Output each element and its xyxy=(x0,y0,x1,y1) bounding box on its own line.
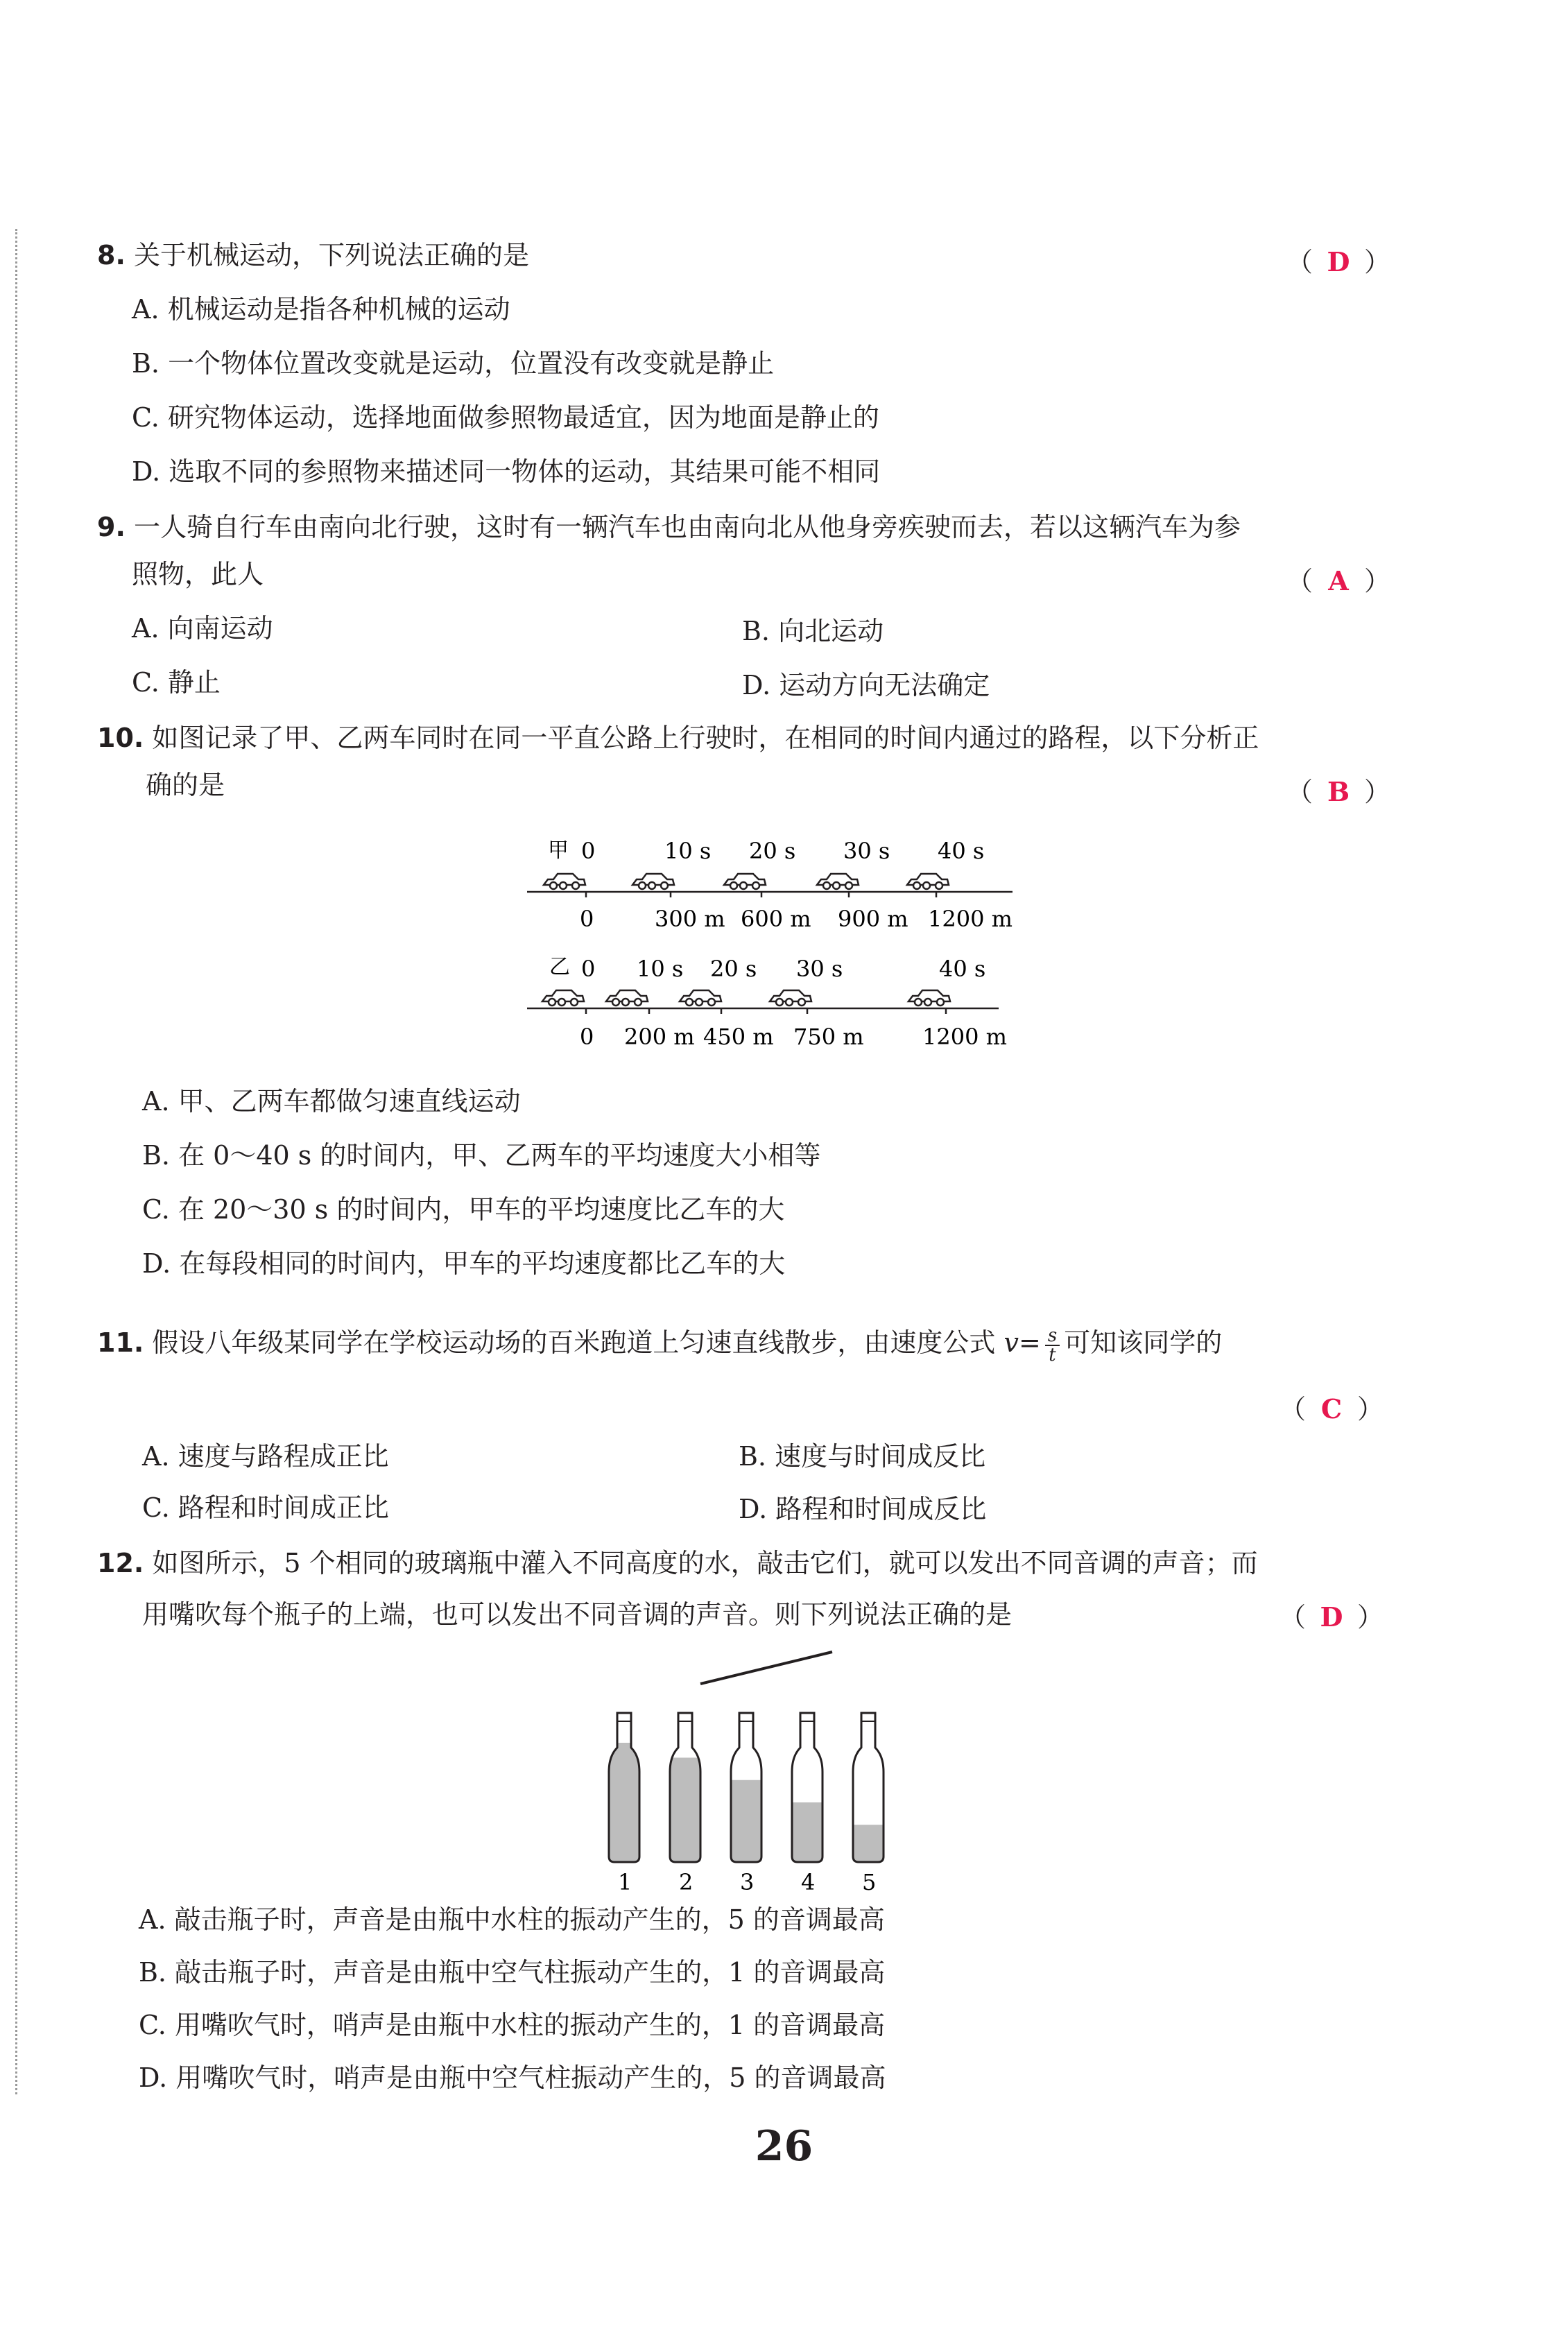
answer-bracket: （ D ） xyxy=(1286,243,1392,282)
option-c: C. 路程和时间成正比 xyxy=(142,1492,389,1523)
bottle-water-3 xyxy=(730,1780,763,1863)
option-d: D. 运动方向无法确定 xyxy=(742,670,990,700)
bottle-label-1: 1 xyxy=(618,1869,632,1893)
question-9-stem-line1 xyxy=(97,508,1241,546)
answer-bracket: （ C ） xyxy=(1280,1390,1385,1429)
option-b: B. 速度与时间成反比 xyxy=(739,1441,986,1472)
question-text: 假设八年级某同学在学校运动场的百米跑道上匀速直线散步，由速度公式 xyxy=(152,1327,996,1358)
answer-bracket: （ D ） xyxy=(1280,1598,1385,1637)
yi-dist-0: 0 xyxy=(580,1024,594,1050)
option-a: A. 向南运动 xyxy=(132,613,273,644)
jia-car-10 xyxy=(632,874,674,889)
yi-car-40 xyxy=(908,990,950,1006)
bottle-label-5: 5 xyxy=(862,1869,877,1893)
yi-dist-200: 200 m xyxy=(624,1024,695,1050)
answer-letter: D xyxy=(1327,246,1352,277)
question-11-stem xyxy=(97,1315,1222,1370)
bottle-1 xyxy=(608,1713,641,1893)
bottle-3 xyxy=(730,1713,763,1893)
bottle-5 xyxy=(852,1713,885,1893)
option-a: A. 机械运动是指各种机械的运动 xyxy=(132,294,510,325)
option-b: B. 敲击瓶子时，声音是由瓶中空气柱振动产生的，1 的音调最高 xyxy=(139,1957,886,1988)
answer-bracket: （ A ） xyxy=(1286,562,1392,601)
option-a: A. 甲、乙两车都做匀速直线运动 xyxy=(142,1086,521,1117)
bottle-label-4: 4 xyxy=(801,1869,816,1893)
option-b: B. 向北运动 xyxy=(742,616,884,646)
jia-dist-900: 900 m xyxy=(838,906,908,932)
yi-dist-750: 750 m xyxy=(793,1024,864,1050)
bottle-water-5 xyxy=(852,1825,885,1863)
jia-time-10: 10 s xyxy=(664,838,712,864)
yi-time-0: 0 xyxy=(581,956,596,982)
yi-car-30 xyxy=(770,990,811,1006)
jia-car-40 xyxy=(907,874,949,889)
bottle-water-4 xyxy=(791,1802,824,1863)
jia-dist-300: 300 m xyxy=(655,906,725,932)
question-text: 一人骑自行车由南向北行驶，这时有一辆汽车也由南向北从他身旁疾驶而去，若以这辆汽车为参 xyxy=(133,512,1241,542)
bottle-2 xyxy=(669,1713,702,1893)
bottle-label-3: 3 xyxy=(740,1869,755,1893)
jia-car-20 xyxy=(724,874,766,889)
option-d: D. 用嘴吹气时，哨声是由瓶中空气柱振动产生的，5 的音调最高 xyxy=(139,2062,886,2093)
option-a: A. 敲击瓶子时，声音是由瓶中水柱的振动产生的，5 的音调最高 xyxy=(139,1904,885,1935)
jia-time-20: 20 s xyxy=(749,838,796,864)
bottle-water-2 xyxy=(669,1758,702,1864)
question-number: 11. xyxy=(97,1327,144,1358)
jia-dist-1200: 1200 m xyxy=(928,906,1013,932)
question-12-stem-line2: 用嘴吹每个瓶子的上端，也可以发出不同音调的声音。则下列说法正确的是 xyxy=(142,1599,1013,1630)
option-c: C. 在 20～30 s 的时间内，甲车的平均速度比乙车的大 xyxy=(142,1194,785,1225)
answer-letter: A xyxy=(1328,565,1350,596)
question-number: 8. xyxy=(97,240,126,270)
question-number: 12. xyxy=(97,1548,144,1578)
jia-time-40: 40 s xyxy=(938,838,985,864)
yi-car-20 xyxy=(680,990,721,1006)
bottle-label-2: 2 xyxy=(679,1869,693,1893)
option-d: D. 路程和时间成反比 xyxy=(739,1494,987,1524)
yi-label: 乙 xyxy=(549,955,570,979)
yi-dist-450: 450 m xyxy=(703,1024,774,1050)
page-number: 26 xyxy=(755,2122,813,2171)
answer-letter: B xyxy=(1327,776,1352,807)
formula-v: v= xyxy=(1003,1327,1041,1358)
formula-denominator: t xyxy=(1049,1344,1056,1366)
yi-dist-1200: 1200 m xyxy=(922,1024,1007,1050)
option-b: B. 在 0～40 s 的时间内，甲、乙两车的平均速度大小相等 xyxy=(142,1140,821,1171)
question-text: 关于机械运动，下列说法正确的是 xyxy=(133,240,529,270)
yi-car-10 xyxy=(606,990,648,1006)
binding-margin-dotted-line xyxy=(15,229,17,2094)
car-motion-figure xyxy=(513,825,1040,1068)
question-10-stem-line2: 确的是 xyxy=(146,770,225,800)
jia-label: 甲 xyxy=(548,838,569,863)
question-8-stem xyxy=(97,236,529,275)
option-a: A. 速度与路程成正比 xyxy=(142,1441,389,1472)
option-b: B. 一个物体位置改变就是运动，位置没有改变就是静止 xyxy=(132,348,775,379)
formula-fraction xyxy=(1045,1327,1060,1364)
answer-letter: C xyxy=(1320,1393,1344,1424)
formula-numerator: s xyxy=(1045,1327,1060,1346)
jia-dist-0: 0 xyxy=(580,906,594,932)
bottle-water-1 xyxy=(608,1743,641,1863)
yi-time-20: 20 s xyxy=(710,956,757,982)
yi-time-40: 40 s xyxy=(939,956,986,982)
jia-time-0: 0 xyxy=(581,838,596,864)
option-d: D. 在每段相同的时间内，甲车的平均速度都比乙车的大 xyxy=(142,1248,786,1279)
question-number: 10. xyxy=(97,723,144,753)
option-c: C. 静止 xyxy=(132,667,221,698)
question-10-stem-line1 xyxy=(97,718,1259,757)
answer-letter: D xyxy=(1320,1601,1345,1632)
yi-time-30: 30 s xyxy=(796,956,843,982)
yi-car-0 xyxy=(542,990,584,1006)
jia-car-0 xyxy=(544,874,585,889)
question-text: 如图所示，5 个相同的玻璃瓶中灌入不同高度的水，敲击它们，就可以发出不同音调的声音；而 xyxy=(152,1548,1258,1578)
blowing-straw-line xyxy=(700,1652,832,1684)
yi-time-10: 10 s xyxy=(637,956,684,982)
question-9-stem-line2: 照物，此人 xyxy=(132,559,264,589)
answer-bracket: （ B ） xyxy=(1286,773,1392,811)
question-text-end: 可知该同学的 xyxy=(1064,1327,1223,1358)
option-c: C. 研究物体运动，选择地面做参照物最适宜，因为地面是静止的 xyxy=(132,402,879,433)
question-number: 9. xyxy=(97,512,126,542)
option-d: D. 选取不同的参照物来描述同一物体的运动，其结果可能不相同 xyxy=(132,456,881,487)
jia-time-30: 30 s xyxy=(843,838,890,864)
question-12-stem-line1 xyxy=(97,1544,1258,1583)
option-c: C. 用嘴吹气时，哨声是由瓶中水柱的振动产生的，1 的音调最高 xyxy=(139,2010,886,2040)
question-text: 如图记录了甲、乙两车同时在同一平直公路上行驶时，在相同的时间内通过的路程，以下分析正 xyxy=(152,723,1259,753)
jia-dist-600: 600 m xyxy=(741,906,811,932)
bottles-figure xyxy=(596,1644,915,1893)
jia-car-30 xyxy=(817,874,859,889)
bottle-4 xyxy=(791,1713,824,1893)
